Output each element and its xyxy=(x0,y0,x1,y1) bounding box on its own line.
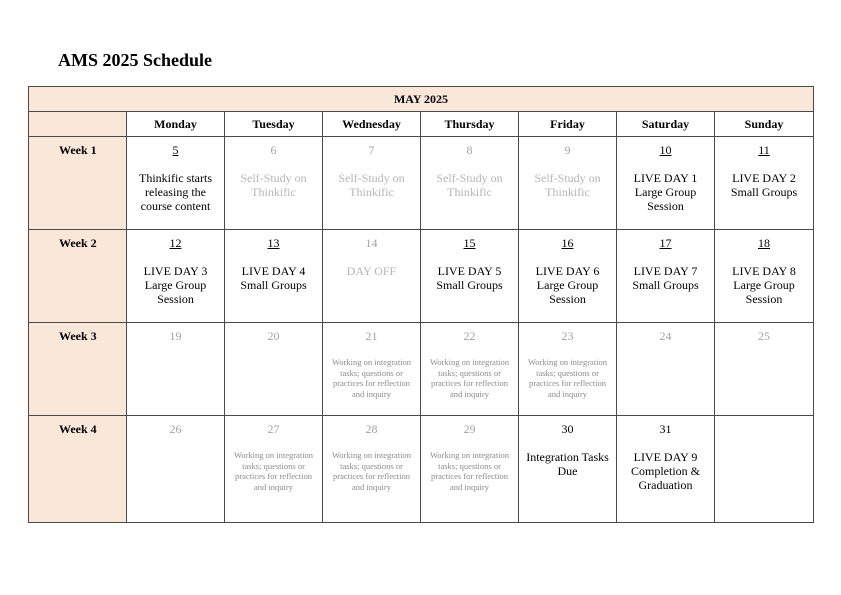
event-text: LIVE DAY 8 Large Group Session xyxy=(732,264,796,306)
day-cell xyxy=(421,416,519,523)
event-text: DAY OFF xyxy=(346,264,397,278)
week-label: Week 2 xyxy=(29,230,127,323)
day-cell xyxy=(421,323,519,416)
day-cell xyxy=(715,323,814,416)
date-link[interactable]: 12 xyxy=(169,236,182,250)
date-number: 29 xyxy=(463,422,476,436)
date-number: 7 xyxy=(368,143,375,157)
header-monday: Monday xyxy=(127,112,225,137)
day-cell xyxy=(323,230,421,323)
header-friday: Friday xyxy=(519,112,617,137)
date-number: 14 xyxy=(365,236,378,250)
date-link[interactable]: 5 xyxy=(172,143,179,157)
header-thursday: Thursday xyxy=(421,112,519,137)
day-cell xyxy=(715,230,814,323)
day-cell xyxy=(617,323,715,416)
event-text: Working on integration tasks; questions or practices for reflection and inquiry xyxy=(331,450,412,492)
week-row xyxy=(29,323,814,416)
date-link[interactable]: 15 xyxy=(463,236,476,250)
week-row xyxy=(29,137,814,230)
event-text: Working on integration tasks; questions or practices for reflection and inquiry xyxy=(429,450,510,492)
event-text: LIVE DAY 6 Large Group Session xyxy=(535,264,600,306)
date-number: 19 xyxy=(169,329,182,343)
page-title: AMS 2025 Schedule xyxy=(58,50,213,70)
event-text: LIVE DAY 5 Small Groups xyxy=(436,264,503,292)
header-sunday: Sunday xyxy=(715,112,814,137)
day-cell xyxy=(225,416,323,523)
day-cell xyxy=(127,416,225,523)
event-text: LIVE DAY 9 Completion & Graduation xyxy=(631,450,700,492)
header-saturday: Saturday xyxy=(617,112,715,137)
day-cell xyxy=(127,137,225,230)
day-cell xyxy=(421,230,519,323)
header-tuesday: Tuesday xyxy=(225,112,323,137)
date-link[interactable]: 18 xyxy=(758,236,770,250)
date-number: 8 xyxy=(466,143,473,157)
event-text: Self-Study on Thinkific xyxy=(338,171,405,199)
date-link[interactable]: 10 xyxy=(659,143,672,157)
day-cell xyxy=(127,323,225,416)
date-number: 26 xyxy=(169,422,182,436)
day-cell xyxy=(617,137,715,230)
date-number: 25 xyxy=(758,329,770,343)
event-text: Integration Tasks Due xyxy=(526,450,609,478)
date-link[interactable]: 13 xyxy=(267,236,280,250)
date-number: 27 xyxy=(267,422,280,436)
schedule-table xyxy=(28,86,814,523)
event-text: LIVE DAY 2 Small Groups xyxy=(730,171,798,199)
date-number: 23 xyxy=(561,329,574,343)
day-cell xyxy=(127,230,225,323)
date-number: 9 xyxy=(564,143,571,157)
weekday-header-row xyxy=(29,112,814,137)
month-title: MAY 2025 xyxy=(29,87,814,112)
day-cell xyxy=(617,230,715,323)
day-cell-empty xyxy=(715,416,814,523)
day-cell xyxy=(323,416,421,523)
day-cell xyxy=(519,230,617,323)
day-cell xyxy=(225,323,323,416)
event-text: Working on integration tasks; questions or practices for reflection and inquiry xyxy=(429,357,510,399)
event-text: Working on integration tasks; questions or practices for reflection and inquiry xyxy=(233,450,314,492)
event-text: LIVE DAY 4 Small Groups xyxy=(240,264,307,292)
event-text: Thinkific starts releasing the course content xyxy=(139,171,212,213)
event-text: Working on integration tasks; questions or practices for reflection and inquiry xyxy=(527,357,608,399)
date-number: 22 xyxy=(463,329,476,343)
date-link[interactable]: 11 xyxy=(758,143,770,157)
event-text: Self-Study on Thinkific xyxy=(436,171,503,199)
date-number: 30 xyxy=(561,422,574,436)
event-text: LIVE DAY 1 Large Group Session xyxy=(633,171,698,213)
date-number: 28 xyxy=(365,422,378,436)
date-link[interactable]: 17 xyxy=(659,236,672,250)
date-number: 20 xyxy=(267,329,280,343)
header-wednesday: Wednesday xyxy=(323,112,421,137)
event-text: Self-Study on Thinkific xyxy=(534,171,601,199)
week-label: Week 1 xyxy=(29,137,127,230)
day-cell xyxy=(323,323,421,416)
event-text: Self-Study on Thinkific xyxy=(240,171,307,199)
week-label: Week 4 xyxy=(29,416,127,523)
date-number: 31 xyxy=(659,422,672,436)
day-cell xyxy=(225,137,323,230)
day-cell xyxy=(519,137,617,230)
day-cell xyxy=(715,137,814,230)
day-cell xyxy=(323,137,421,230)
week-label: Week 3 xyxy=(29,323,127,416)
week-row xyxy=(29,416,814,523)
date-number: 21 xyxy=(365,329,378,343)
day-cell xyxy=(519,323,617,416)
day-cell xyxy=(617,416,715,523)
event-text: Working on integration tasks; questions or practices for reflection and inquiry xyxy=(331,357,412,399)
month-row xyxy=(29,87,814,112)
day-cell xyxy=(519,416,617,523)
date-number: 24 xyxy=(659,329,672,343)
event-text: LIVE DAY 7 Small Groups xyxy=(632,264,699,292)
header-corner xyxy=(29,112,127,137)
date-number: 6 xyxy=(270,143,277,157)
day-cell xyxy=(225,230,323,323)
date-link[interactable]: 16 xyxy=(561,236,574,250)
week-row xyxy=(29,230,814,323)
event-text: LIVE DAY 3 Large Group Session xyxy=(143,264,208,306)
day-cell xyxy=(421,137,519,230)
